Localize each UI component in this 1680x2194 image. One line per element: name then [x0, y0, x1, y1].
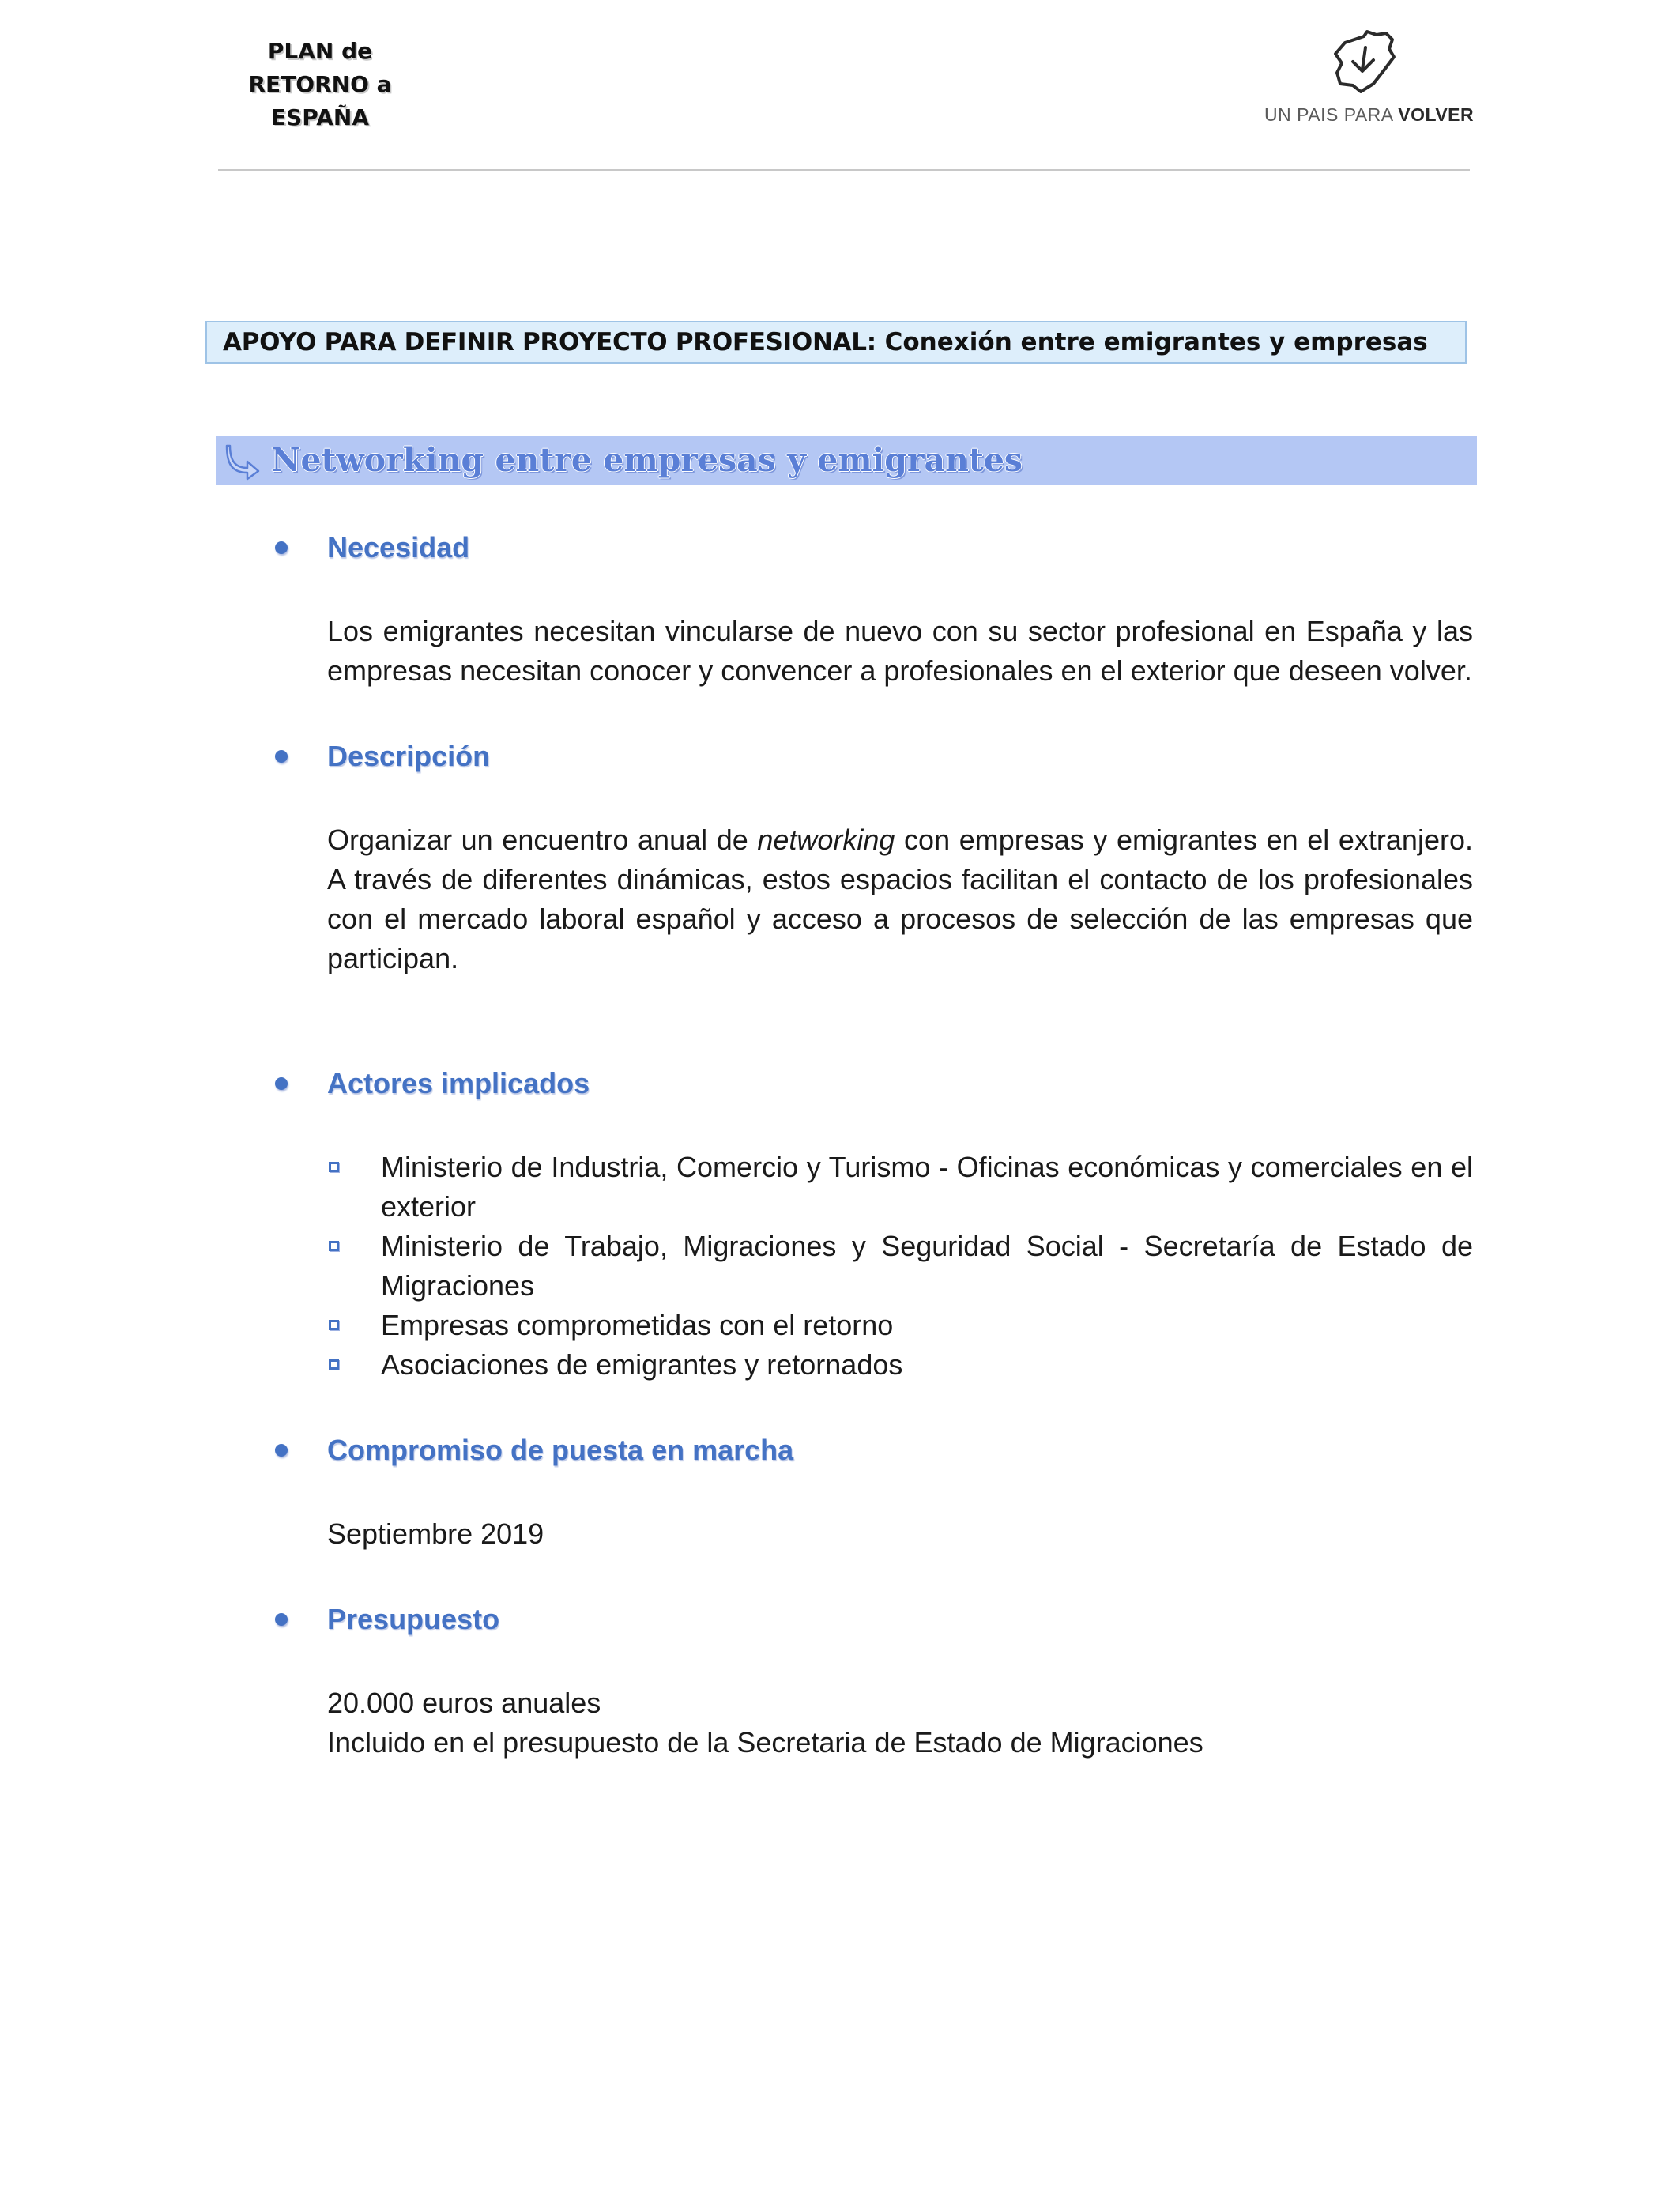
checkbox-square-icon [329, 1162, 339, 1172]
checkbox-square-icon [329, 1359, 339, 1370]
document-title-box [205, 321, 1467, 364]
heading-presupuesto [327, 1600, 1473, 1639]
bullet-icon [275, 750, 288, 763]
necesidad-text: Los emigrantes necesitan vincularse de nuevo con su sector profesional en España y las empresas necesitan conocer y convencer a profesionales en el exterior que deseen volver. [327, 615, 1473, 687]
logo-tagline [1264, 104, 1475, 126]
descripcion-text [327, 820, 1473, 978]
descripcion-text-before: Organizar un encuentro anual de [327, 824, 758, 856]
actor-text: Ministerio de Industria, Comercio y Turismo - Oficinas económicas y comerciales en el exterior [381, 1151, 1473, 1223]
heading-descripcion-text: Descripción [327, 740, 491, 772]
actor-text: Asociaciones de emigrantes y retornados [381, 1348, 903, 1381]
plan-retorno-logo-text [237, 35, 403, 134]
descripcion-text-italic: networking [757, 824, 895, 856]
section-banner [216, 436, 1477, 485]
plan-line-1: PLAN de [267, 38, 373, 64]
bullet-icon [275, 1444, 288, 1457]
list-item [381, 1345, 1473, 1385]
heading-compromiso [327, 1431, 1473, 1470]
heading-necesidad-text: Necesidad [327, 531, 470, 564]
heading-actores-text: Actores implicados [327, 1067, 590, 1099]
actor-text: Empresas comprometidas con el retorno [381, 1309, 894, 1341]
presupuesto-line-1: 20.000 euros anuales [327, 1687, 601, 1719]
title-subtitle: Conexión entre emigrantes y empresas [876, 328, 1428, 356]
checkbox-square-icon [329, 1241, 339, 1251]
un-pais-para-volver-logo [1264, 28, 1475, 131]
header-divider [218, 169, 1470, 171]
document-body [327, 528, 1473, 1762]
actor-text: Ministerio de Trabajo, Migraciones y Seguridad Social - Secretaría de Estado de Migraciones [381, 1230, 1473, 1302]
heading-actores [327, 1064, 1473, 1103]
heading-descripcion [327, 737, 1473, 776]
plan-line-3: ESPAÑA [270, 104, 370, 130]
list-item [381, 1306, 1473, 1345]
title-bold-label: APOYO PARA DEFINIR PROYECTO PROFESIONAL: [223, 328, 876, 356]
list-item [381, 1227, 1473, 1306]
bullet-icon [275, 1077, 288, 1090]
logo-tagline-regular: UN PAIS PARA [1264, 104, 1399, 125]
heading-necesidad [327, 528, 1473, 567]
descripcion-text-after: con empresas y emigrantes en el extranjero. A través de diferentes dinámicas, estos espacios facilitan el contacto de los profesionales con el mercado laboral español y acceso a procesos de selección de las empresas que participan. [327, 824, 1473, 974]
heading-presupuesto-text: Presupuesto [327, 1603, 500, 1635]
heading-compromiso-text: Compromiso de puesta en marcha [327, 1434, 794, 1466]
logo-tagline-bold: VOLVER [1398, 104, 1475, 125]
plan-line-2: RETORNO a [248, 71, 392, 97]
section-title: Networking entre empresas y emigrantes [271, 441, 1023, 479]
bullet-icon [275, 541, 288, 554]
compromiso-text: Septiembre 2019 [327, 1517, 544, 1550]
actores-list [327, 1148, 1473, 1385]
curved-arrow-icon [224, 443, 262, 481]
checkbox-square-icon [329, 1320, 339, 1330]
presupuesto-line-2: Incluido en el presupuesto de la Secretaria de Estado de Migraciones [327, 1726, 1203, 1759]
bullet-icon [275, 1613, 288, 1626]
list-item [381, 1148, 1473, 1227]
map-heart-icon [1329, 28, 1400, 95]
